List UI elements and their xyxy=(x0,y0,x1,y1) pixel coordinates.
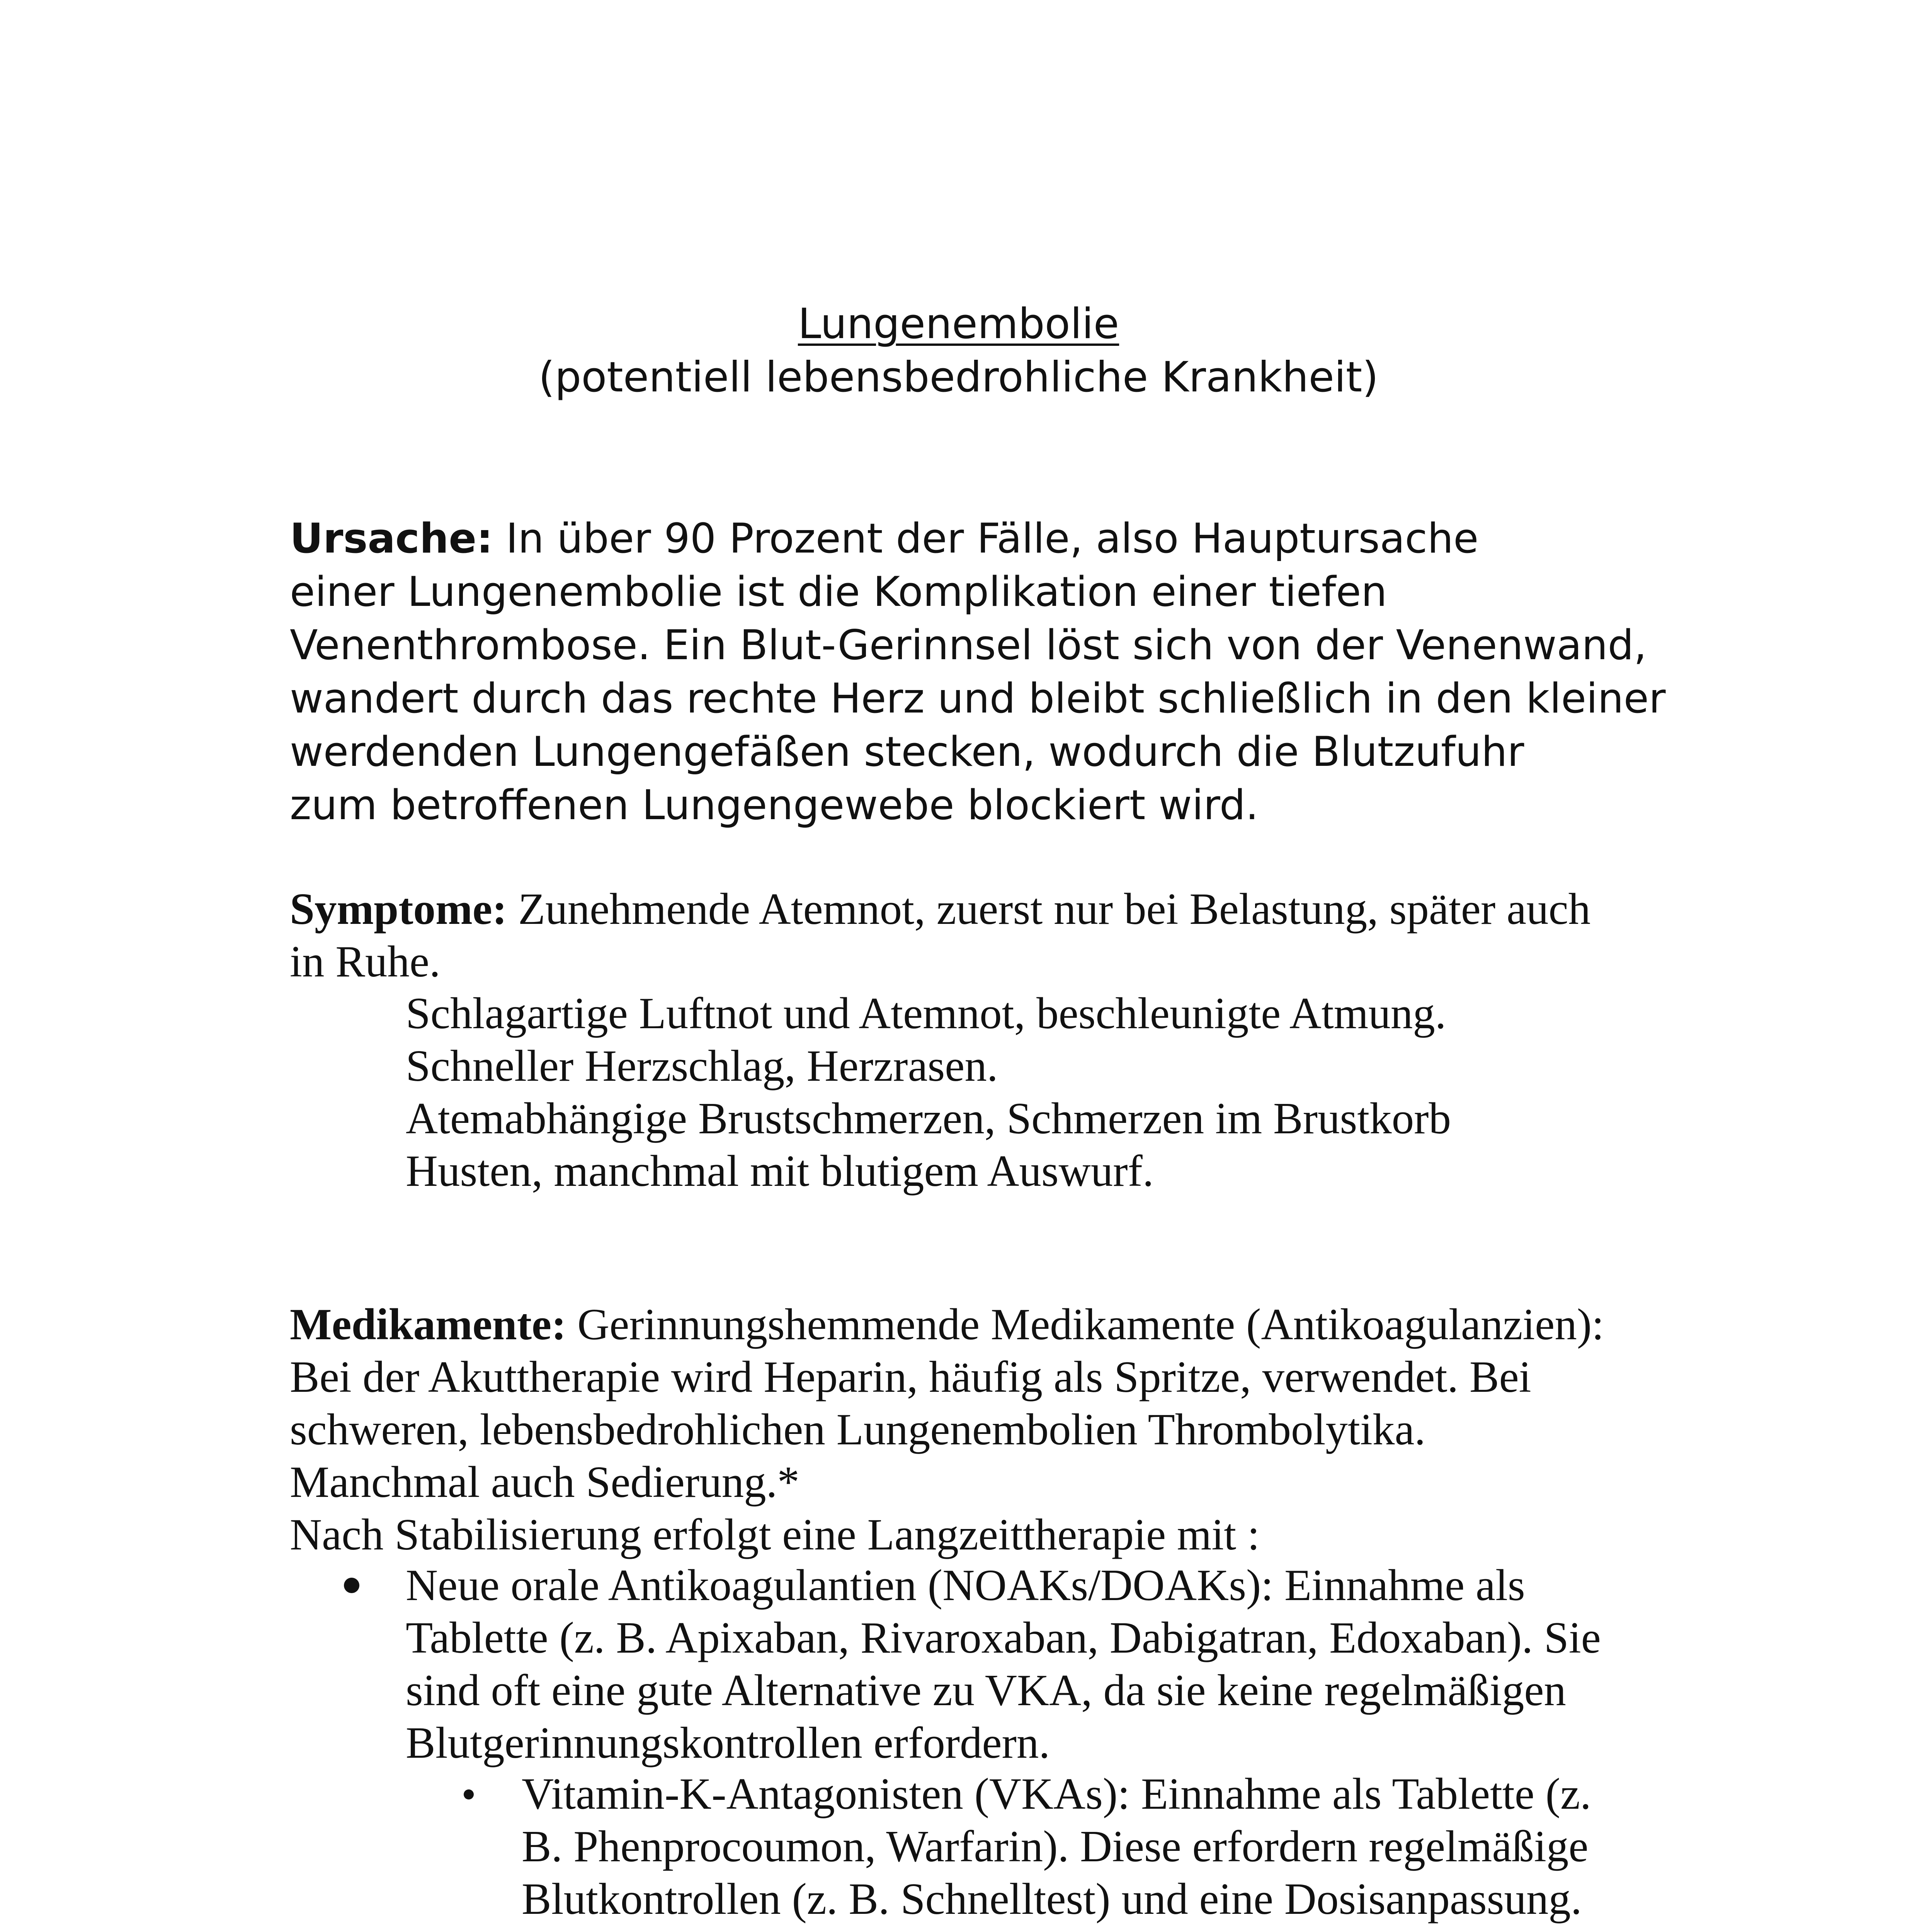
medikamente-line-2: Bei der Akuttherapie wird Heparin, häufig als Spritze, verwendet. Bei xyxy=(290,1352,1531,1401)
list-item-line: Neue orale Antikoagulantien (NOAKs/DOAKs): Einnahme als xyxy=(406,1561,1525,1610)
list-item-line: Blutgerinnungskontrollen erfordern. xyxy=(406,1718,1050,1767)
list-item-line: sind oft eine gute Alternative zu VKA, da sie keine regelmäßigen xyxy=(406,1666,1566,1715)
ursache-line-5: werdenden Lungengefäßen stecken, wodurch die Blutzufuhr xyxy=(290,728,1524,776)
symptome-item: Atemabhängige Brustschmerzen, Schmerzen im Brustkorb xyxy=(406,1094,1451,1143)
ursache-line-1 xyxy=(290,512,1720,565)
medikamente-line-5: Nach Stabilisierung erfolgt eine Langzeittherapie mit : xyxy=(290,1510,1260,1559)
section-medikamente xyxy=(290,1298,1604,1561)
symptome-label: Symptome: xyxy=(290,884,507,934)
medikamente-line-1 xyxy=(290,1298,1604,1351)
symptome-item: Husten, manchmal mit blutigem Auswurf. xyxy=(406,1146,1154,1196)
symptome-item: Schlagartige Luftnot und Atemnot, beschleunigte Atmung. xyxy=(406,989,1446,1038)
list-item-line: B. Phenprocoumon, Warfarin). Diese erfordern regelmäßige xyxy=(522,1822,1589,1871)
section-ursache xyxy=(290,512,1720,832)
list-item-noak xyxy=(406,1559,1601,1769)
ursache-line-3: Venenthrombose. Ein Blut-Gerinnsel löst sich von der Venenwand, xyxy=(290,621,1647,669)
list-item-vka xyxy=(522,1768,1591,1925)
list-item-line: Vitamin-K-Antagonisten (VKAs): Einnahme als Tablette (z. xyxy=(522,1769,1591,1818)
ursache-text-1: In über 90 Prozent der Fälle, also Hauptursache xyxy=(493,515,1479,562)
symptome-line-2: in Ruhe. xyxy=(290,937,441,986)
title-main: Lungenembolie xyxy=(798,300,1119,348)
list-item-line: Blutkontrollen (z. B. Schnelltest) und eine Dosisanpassung. xyxy=(522,1874,1582,1923)
bullet-icon xyxy=(464,1789,474,1799)
document-title xyxy=(0,298,1917,404)
ursache-label: Ursache: xyxy=(290,515,493,562)
symptome-item: Schneller Herzschlag, Herzrasen. xyxy=(406,1041,998,1090)
medikamente-text-1: Gerinnungshemmende Medikamente (Antikoagulanzien): xyxy=(566,1300,1604,1349)
bullet-icon xyxy=(344,1578,359,1593)
ursache-line-6: zum betroffenen Lungengewebe blockiert wird. xyxy=(290,781,1259,829)
medikamente-line-4: Manchmal auch Sedierung.* xyxy=(290,1458,799,1507)
medikamente-line-3: schweren, lebensbedrohlichen Lungenembolien Thrombolytika. xyxy=(290,1405,1426,1454)
symptome-list xyxy=(406,987,1451,1197)
symptome-line-1 xyxy=(290,883,1590,935)
medikamente-label: Medikamente: xyxy=(290,1300,566,1349)
symptome-text-1: Zunehmende Atemnot, zuerst nur bei Belastung, später auch xyxy=(507,884,1591,934)
list-item-line: Tablette (z. B. Apixaban, Rivaroxaban, Dabigatran, Edoxaban). Sie xyxy=(406,1613,1601,1662)
ursache-line-4: wandert durch das rechte Herz und bleibt schließlich in den kleiner xyxy=(290,675,1666,722)
title-subtitle: (potentiell lebensbedrohliche Krankheit) xyxy=(538,353,1379,401)
ursache-line-2: einer Lungenembolie ist die Komplikation einer tiefen xyxy=(290,568,1387,616)
section-symptome xyxy=(290,883,1590,988)
